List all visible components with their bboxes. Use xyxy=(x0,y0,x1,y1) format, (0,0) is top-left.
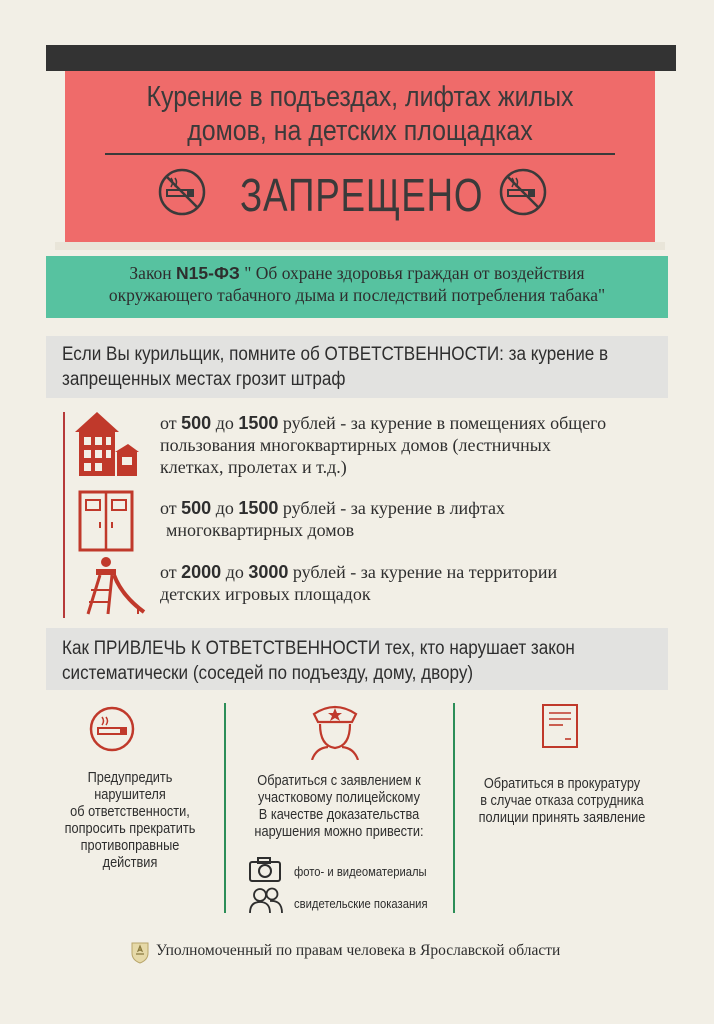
header-title-line2: домов, на детских площадках xyxy=(187,115,533,147)
fine-item-playgrounds: от 2000 до 3000 рублей - за курение на территории детских игровых площадок xyxy=(160,562,558,604)
law-text: Закон N15-ФЗ " Об охране здоровья граждан от воздействия окружающего табачного дыма и последствий потребления табака" xyxy=(108,263,606,305)
witnesses-icon xyxy=(248,886,284,914)
step-prosecutor-text: Обратиться в прокуратуру в случае отказа сотрудника полиции принять заявление xyxy=(478,776,646,826)
column-divider xyxy=(224,703,226,913)
header-top-bar xyxy=(46,45,676,71)
header-shadow xyxy=(55,242,665,250)
column-divider xyxy=(453,703,455,913)
fine-item-common-areas: от 500 до 1500 рублей - за курение в помещениях общего пользования многоквартирных домов (лестничных клетках, пролетах и т.д.) xyxy=(160,413,607,477)
house-icon xyxy=(73,410,141,478)
evidence-witnesses: свидетельские показания xyxy=(294,897,428,911)
fines-divider xyxy=(63,412,65,618)
step-police-text: Обратиться с заявлением к участковому полицейскому В качестве доказательства нарушения можно привести: xyxy=(254,773,424,840)
playground-slide-icon xyxy=(78,556,148,616)
emblem-icon xyxy=(128,940,152,964)
fine-item-elevators: от 500 до 1500 рублей - за курение в лифтах многоквартирных домов xyxy=(160,498,505,540)
header-divider xyxy=(105,153,615,155)
cigarette-icon xyxy=(88,705,136,753)
header-title xyxy=(124,80,597,148)
document-icon xyxy=(541,703,579,749)
header-title-line1: Курение в подъездах, лифтах жилых xyxy=(146,81,574,113)
camera-icon xyxy=(248,855,282,883)
no-smoking-icon xyxy=(157,167,207,217)
prohibited-label: ЗАПРЕЩЕНО xyxy=(240,169,484,221)
responsibility-text: Если Вы курильщик, помните об ОТВЕТСТВЕННОСТИ: за курение в запрещенных местах грозит штраф xyxy=(62,344,609,390)
step-warn-text: Предупредить нарушителя об ответственности, попросить прекратить противоправные действия xyxy=(64,770,196,871)
police-officer-icon xyxy=(308,702,362,760)
footer-credit: Уполномоченный по правам человека в Ярославской области xyxy=(156,942,561,959)
no-smoking-icon xyxy=(498,167,548,217)
elevator-doors-icon xyxy=(78,490,134,552)
evidence-photo-video: фото- и видеоматериалы xyxy=(294,865,427,879)
law-number: N15-ФЗ xyxy=(176,263,240,283)
howto-text: Как ПРИВЛЕЧЬ К ОТВЕТСТВЕННОСТИ тех, кто нарушает закон систематически (соседей по подъезду, дому, двору) xyxy=(62,638,575,684)
